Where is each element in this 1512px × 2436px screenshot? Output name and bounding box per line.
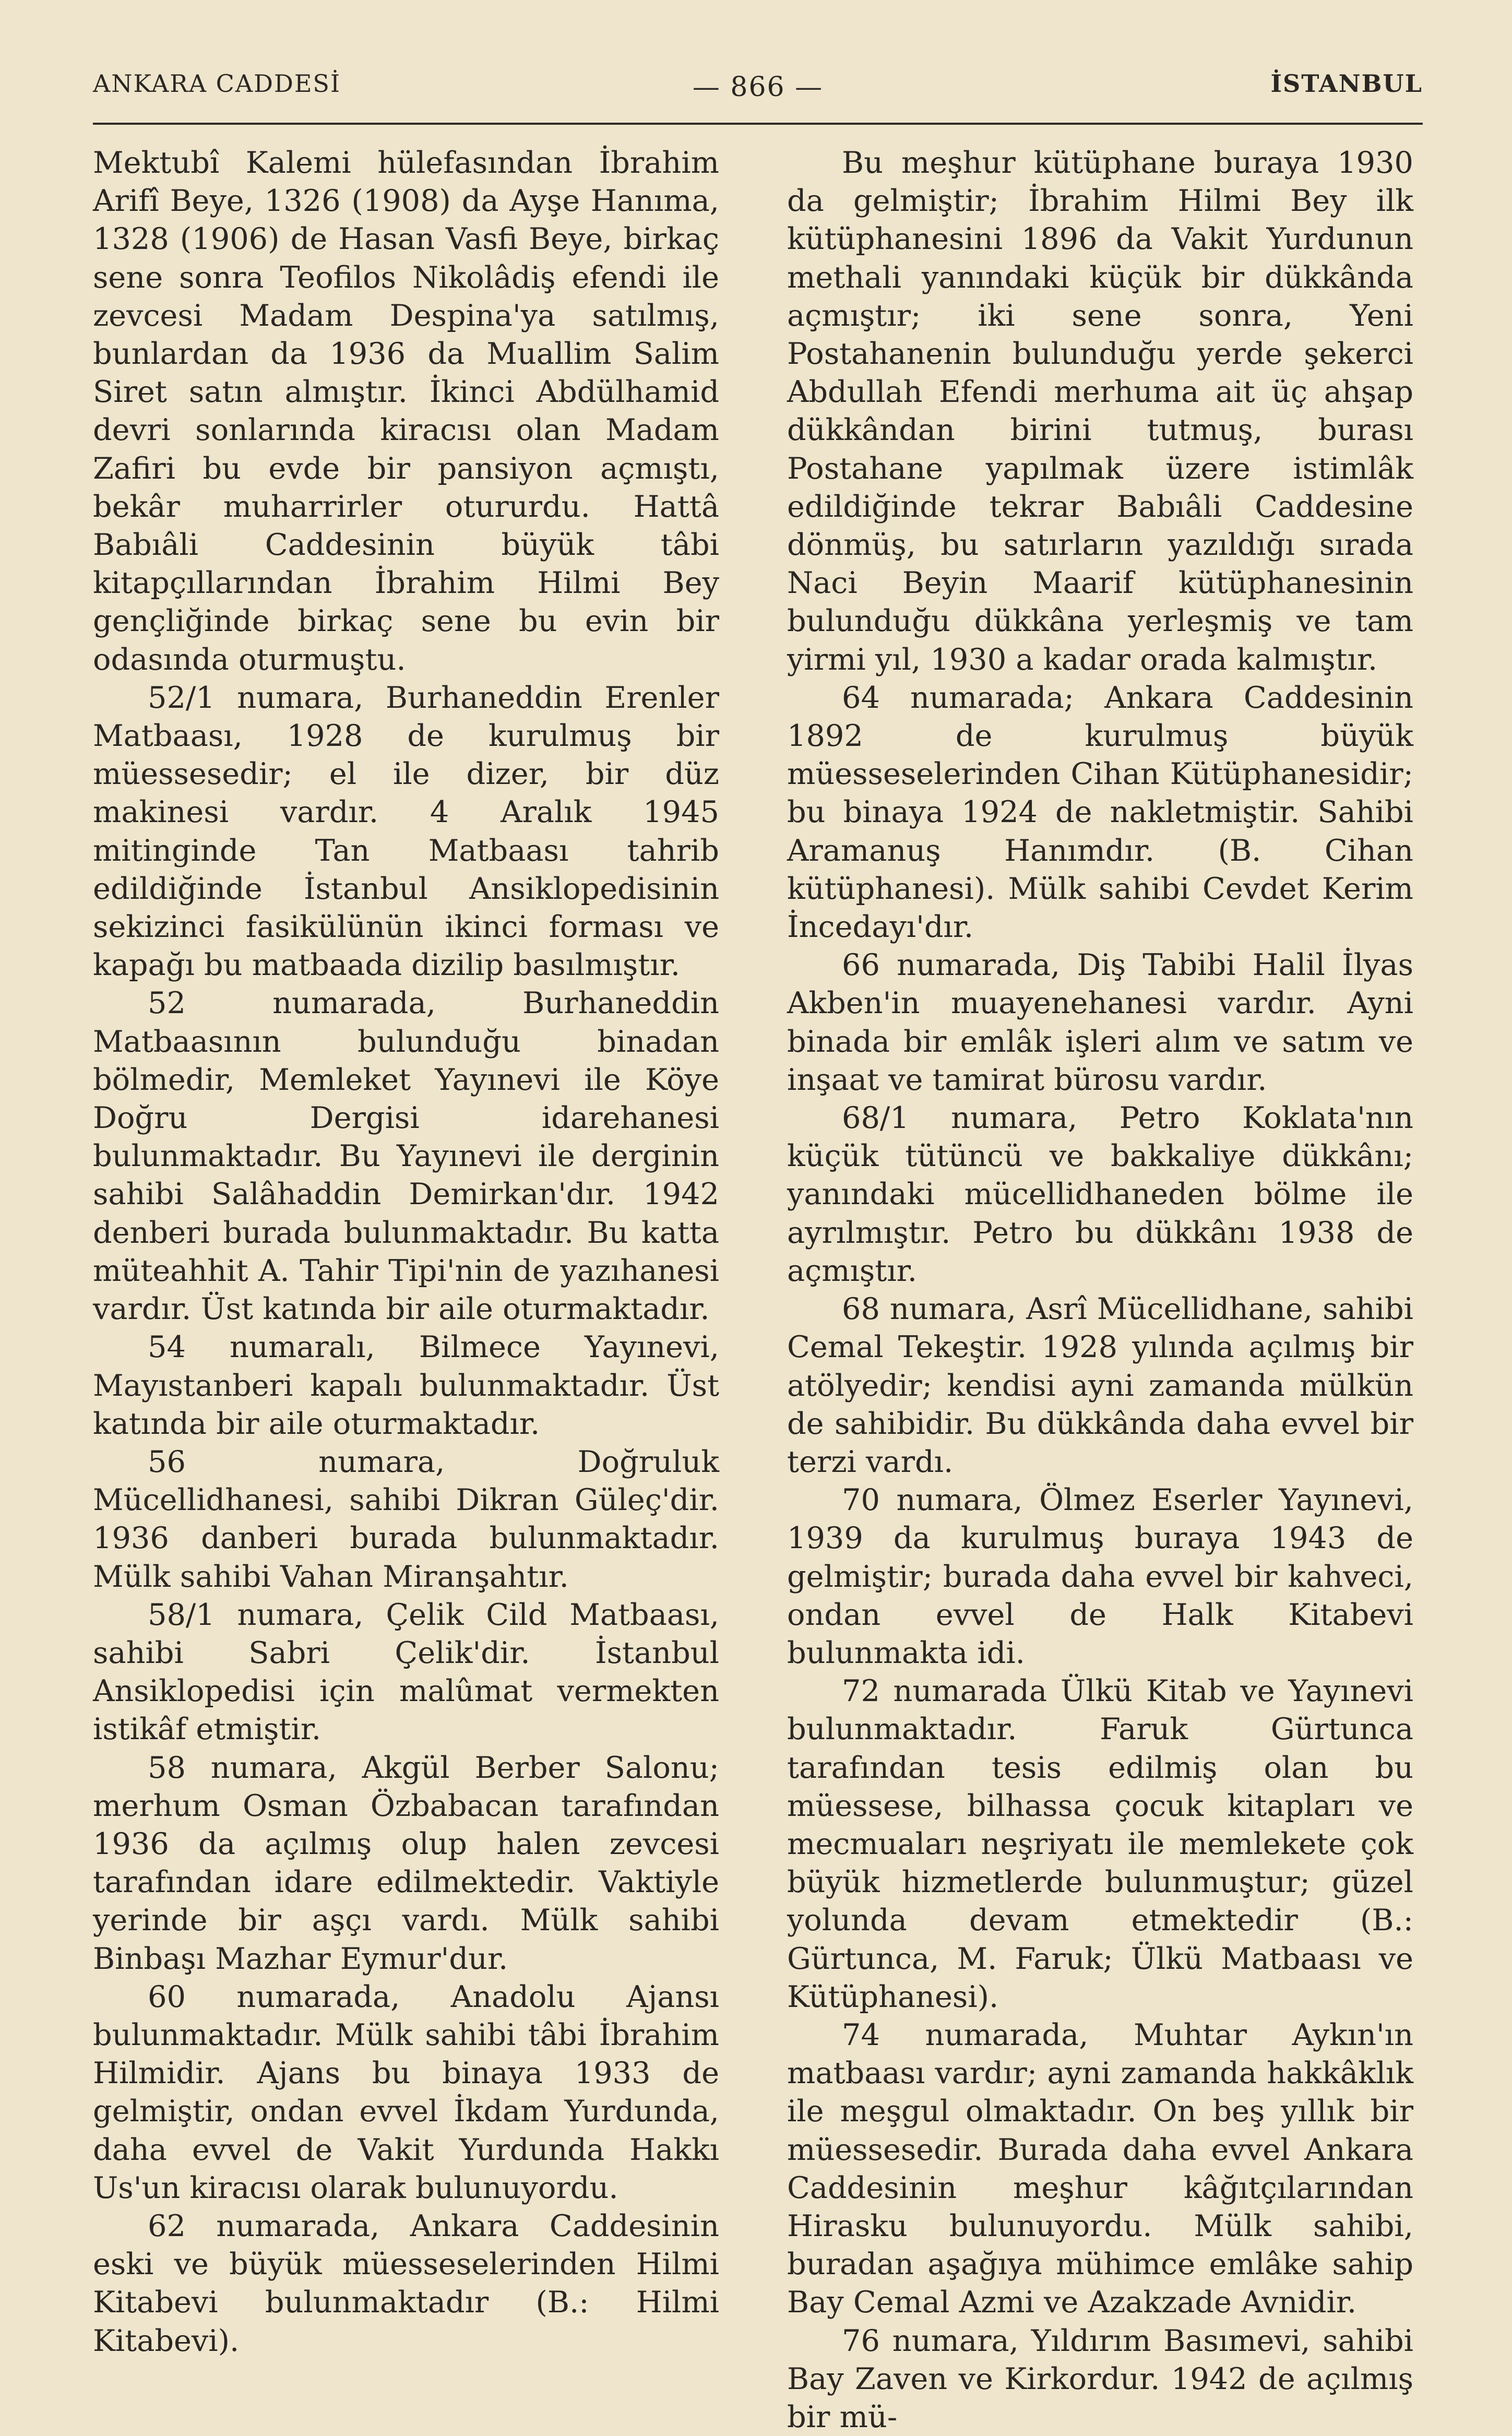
paragraph: 74 numarada, Muhtar Aykın'ın matbaası vardır; ayni zamanda hakkâklık ile meşgul olmaktadır. On beş yıllık bir müessesedir. Burada daha evvel Ankara Caddesinin meşhur kâğıtçılarından Hirasku bulunuyordu. Mülk sahibi, buradan aşağıya mühimce emlâke sahip Bay Cemal Azmi ve Azakzade Avnidir. [787,2017,1413,2320]
paragraph: 54 numaralı, Bilmece Yayınevi, Mayıstanberi kapalı bulunmaktadır. Üst katında bir aile oturmaktadır. [93,1329,719,1441]
paragraph: 68 numara, Asrî Mücellidhane, sahibi Cemal Tekeştir. 1928 yılında açılmış bir atölyedir; kendisi ayni zamanda mülkün de sahibidir. Bu dükkânda daha evvel bir terzi vardı. [787,1291,1413,1479]
paragraph: 52/1 numara, Burhaneddin Erenler Matbaası, 1928 de kurulmuş bir müessesedir; el ile dizer, bir düz makinesi vardır. 4 Aralık 1945 mitinginde Tan Matbaası tahrib edildiğinde İstanbul Ansiklopedisinin sekizinci fasikülünün ikinci forması ve kapağı bu matbaada dizilip basılmıştır. [93,680,719,983]
running-header [93,65,1423,107]
paragraph: 62 numarada, Ankara Caddesinin eski ve büyük müesseselerinden Hilmi Kitabevi bulunmaktadır (B.: Hilmi Kitabevi). [93,2208,719,2358]
paragraph: 60 numarada, Anadolu Ajansı bulunmaktadır. Mülk sahibi tâbi İbrahim Hilmidir. Ajans bu binaya 1933 de gelmiştir, ondan evvel İkdam Yurdunda, daha evvel de Vakit Yurdunda Hakkı Us'un kiracısı olarak bulunuyordu. [93,1979,719,2205]
paragraph: 58 numara, Akgül Berber Salonu; merhum Osman Özbabacan tarafından 1936 da açılmış olup halen zevcesi tarafından idare edilmektedir. Vaktiyle yerinde bir aşçı vardı. Mülk sahibi Binbaşı Mazhar Eymur'dur. [93,1750,719,1976]
paragraph: Mektubî Kalemi hülefasından İbrahim Arifî Beye, 1326 (1908) da Ayşe Hanıma, 1328 (1906) de Hasan Vasfi Beye, birkaç sene sonra Teofilos Nikolâdiş efendi ile zevcesi Madam Despina'ya satılmış, bunlardan da 1936 da Muallim Salim Siret satın almıştır. İkinci Abdülhamid devri sonlarında kiracısı olan Madam Zafiri bu evde bir pansiyon açmıştı, bekâr muharrirler otururdu. Hattâ Babıâli Caddesinin büyük tâbi kitapçıllarından İbrahim Hilmi Bey gençliğinde birkaç sene bu evin bir odasında oturmuştu. [93,145,719,677]
paragraph: 68/1 numara, Petro Koklata'nın küçük tütüncü ve bakkaliye dükkânı; yanındaki mücellidhaneden bölme ile ayrılmıştır. Petro bu dükkânı 1938 de açmıştır. [787,1100,1413,1288]
paragraph: 64 numarada; Ankara Caddesinin 1892 de kurulmuş büyük müesseselerinden Cihan Kütüphanesidir; bu binaya 1924 de nakletmiştir. Sahibi Aramanuş Hanımdır. (B. Cihan kütüphanesi). Mülk sahibi Cevdet Kerim İncedayı'dır. [787,680,1413,945]
header-city-title: İSTANBUL [1270,69,1423,98]
paragraph: Bu meşhur kütüphane buraya 1930 da gelmiştir; İbrahim Hilmi Bey ilk kütüphanesini 1896 da Vakit Yurdunun methali yanındaki küçük bir dükkânda açmıştır; iki sene sonra, Yeni Postahanenin bulunduğu yerde şekerci Abdullah Efendi merhuma ait üç ahşap dükkândan birini tutmuş, burası Postahane yapılmak üzere istimlâk edildiğinde tekrar Babıâli Caddesine dönmüş, bu satırların yazıldığı sırada Naci Beyin Maarif kütüphanesinin bulunduğu dükkâna yerleşmiş ve tam yirmi yıl, 1930 a kadar orada kalmıştır. [787,145,1413,677]
page-number: — 866 — [692,72,824,103]
header-section-title: ANKARA CADDESİ [93,69,341,98]
paragraph: 56 numara, Doğruluk Mücellidhanesi, sahibi Dikran Güleç'dir. 1936 danberi burada bulunmaktadır. Mülk sahibi Vahan Miranşahtır. [93,1444,719,1594]
paragraph: 70 numara, Ölmez Eserler Yayınevi, 1939 da kurulmuş buraya 1943 de gelmiştir; burada daha evvel bir kahveci, ondan evvel de Halk Kitabevi bulunmakta idi. [787,1482,1413,1670]
paragraph: 66 numarada, Diş Tabibi Halil İlyas Akben'in muayenehanesi vardır. Ayni binada bir emlâk işleri alım ve satım ve inşaat ve tamirat bürosu vardır. [787,947,1413,1097]
left-column [93,144,719,2360]
paragraph: 72 numarada Ülkü Kitab ve Yayınevi bulunmaktadır. Faruk Gürtunca tarafından tesis edilmiş olan bu müessese, bilhassa çocuk kitapları ve mecmuaları neşriyatı ile memlekete çok büyük hizmetlerde bulunmuştur; güzel yolunda devam etmektedir (B.: Gürtunca, M. Faruk; Ülkü Matbaası ve Kütüphanesi). [787,1673,1413,2014]
paragraph: 76 numara, Yıldırım Basımevi, sahibi Bay Zaven ve Kirkordur. 1942 de açılmış bir mü- [787,2323,1413,2434]
paragraph: 58/1 numara, Çelik Cild Matbaası, sahibi Sabri Çelik'dir. İstanbul Ansiklopedisi için malûmat vermekten istikâf etmiştir. [93,1597,719,1747]
right-column [787,144,1413,2436]
paragraph: 52 numarada, Burhaneddin Matbaasının bulunduğu binadan bölmedir, Memleket Yayınevi ile Köye Doğru Dergisi idarehanesi bulunmaktadır. Bu Yayınevi ile derginin sahibi Salâhaddin Demirkan'dır. 1942 denberi burada bulunmaktadır. Bu katta müteahhit A. Tahir Tipi'nin de yazıhanesi vardır. Üst katında bir aile oturmaktadır. [93,985,719,1327]
header-rule [93,123,1423,125]
